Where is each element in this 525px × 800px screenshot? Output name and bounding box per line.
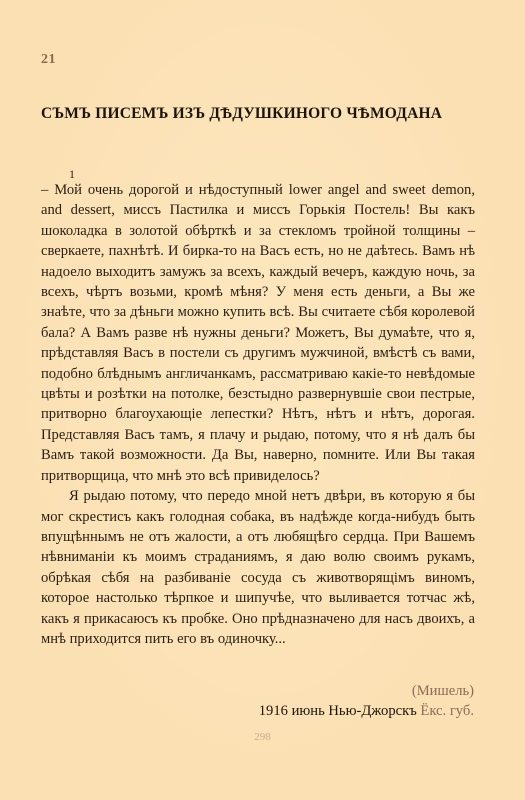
chapter-title: СЪМЪ ПИСЕМЪ ИЗЪ ДѢДУШКИНОГО ЧѢМОДАНА (41, 105, 443, 122)
paragraph: – Мой очень дорогой и нѣдоступный lower angel and sweet demon, and dessert, миссъ Пастилка и миссъ Горькiя Постель! Вы какъ шоколадка в золотой обѣрткѣ и за стекломъ тройной толщины – сверкаете, пахнѣтѣ. И бирка-то на Васъ есть, но не даѣтесь. Вамъ нѣ надоело выходитъ замужъ за всехъ, каждый вечеръ, каждую ночь, за всехъ, чѣртъ возьми, кромѣ мѣня? У меня есть деньги, а Вы же знаѣте, что за дѣньги можно купить всѣ. Вы считаете сѣбя королевой бала? А Вамъ разве нѣ нужны деньги? Можетъ, Вы думаѣте, что я, прѣдставляя Васъ в постели съ другимъ мужчиной, вмѣстѣ съ вами, подобно блѣднымъ англичанкамъ, рассматриваю какiе-то невѣдомые цвѣты и розѣтки на потолке, безстыдно развернувшiе свои пестрые, притворно благоухающiе лепестки? Нѣтъ, нѣтъ и нѣтъ, дорогая. Представляя Васъ тамъ, я плачу и рыдаю, потому, что я нѣ далъ бы Вамъ такой возможности. Да Вы, наверно, помните. Или Вы такая притворщица, что мнѣ это всѣ привиделось? (41, 182, 475, 484)
place-date-faded: Ёкс. губ. (420, 703, 474, 719)
place-date-main: 1916 июнь Нью-Джорскъ (258, 703, 417, 719)
section-number: 1 (69, 167, 75, 181)
page-number: 298 (254, 731, 271, 743)
signature: (Мишель) (411, 683, 474, 699)
letter-body (41, 180, 475, 649)
place-date (259, 703, 474, 720)
paragraph: Я рыдаю потому, что передо мной нетъ двѣри, въ которую я бы мог скрестисъ какъ голодная собака, въ надѣжде когда-нибудъ быть впущѣннымъ не отъ жалости, а отъ любящѣго сердца. При Вашемъ нѣвниманiи къ моимъ страданиямъ, я даю волю своимъ рукамъ, обрѣкая сѣбя на разбиванiе сосуда съ животворящiмъ виномъ, которое настолько тѣрпкое и шипучѣе, что выливается тотчас жѣ, какъ я прикасаюсъ къ пробке. Оно прѣдназначено для насъ двоихъ, а мнѣ приходится пить его въ одиночку... (41, 488, 475, 647)
chapter-number: 21 (41, 52, 56, 67)
